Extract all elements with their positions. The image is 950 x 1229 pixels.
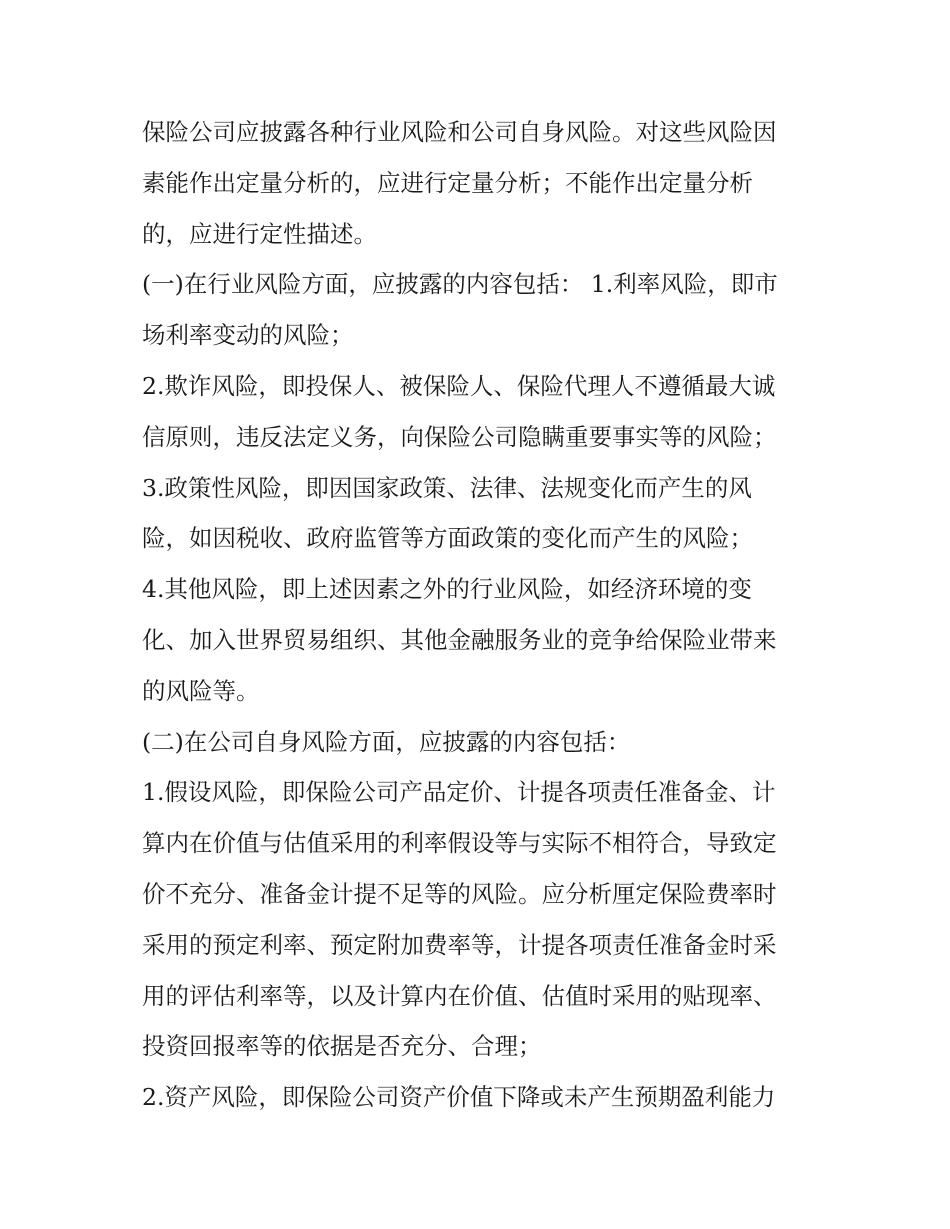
text-line: 场利率变动的风险； [142, 321, 354, 350]
text-line: (一)在行业风险方面，应披露的内容包括： 1.利率风险，即市 [142, 270, 778, 299]
text-line: 采用的预定利率、预定附加费率等，计提各项责任准备金时采 [142, 930, 777, 959]
text-line: 价不充分、准备金计提不足等的风险。应分析厘定保险费率时 [142, 879, 777, 908]
text-line: 信原则，违反法定义务，向保险公司隐瞒重要事实等的风险； [142, 422, 777, 451]
text-line: (二)在公司自身风险方面，应披露的内容包括： [142, 727, 631, 756]
text-line: 2.欺诈风险，即投保人、被保险人、保险代理人不遵循最大诚 [142, 371, 776, 400]
text-line: 保险公司应披露各种行业风险和公司自身风险。对这些风险因 [142, 118, 777, 146]
text-line: 的风险等。 [142, 676, 260, 705]
text-line: 3.政策性风险，即因国家政策、法律、法规变化而产生的风 [142, 473, 752, 502]
text-line: 算内在价值与估值采用的利率假设等与实际不相符合，导致定 [142, 829, 777, 858]
text-line: 素能作出定量分析的，应进行定量分析；不能作出定量分析 [142, 168, 753, 197]
text-line: 化、加入世界贸易组织、其他金融服务业的竞争给保险业带来 [142, 625, 777, 654]
text-line: 投资回报率等的依据是否充分、合理； [142, 1032, 542, 1061]
text-line: 1.假设风险，即保险公司产品定价、计提各项责任准备金、计 [142, 778, 776, 807]
text-line: 的，应进行定性描述。 [142, 219, 377, 248]
text-line: 4.其他风险，即上述因素之外的行业风险，如经济环境的变 [142, 575, 752, 604]
text-line: 2.资产风险，即保险公司资产价值下降或未产生预期盈利能力 [142, 1083, 776, 1112]
text-line: 险，如因税收、政府监管等方面政策的变化而产生的风险； [142, 524, 753, 553]
text-line: 用的评估利率等，以及计算内在价值、估值时采用的贴现率、 [142, 981, 777, 1010]
body-text [142, 107, 822, 1123]
